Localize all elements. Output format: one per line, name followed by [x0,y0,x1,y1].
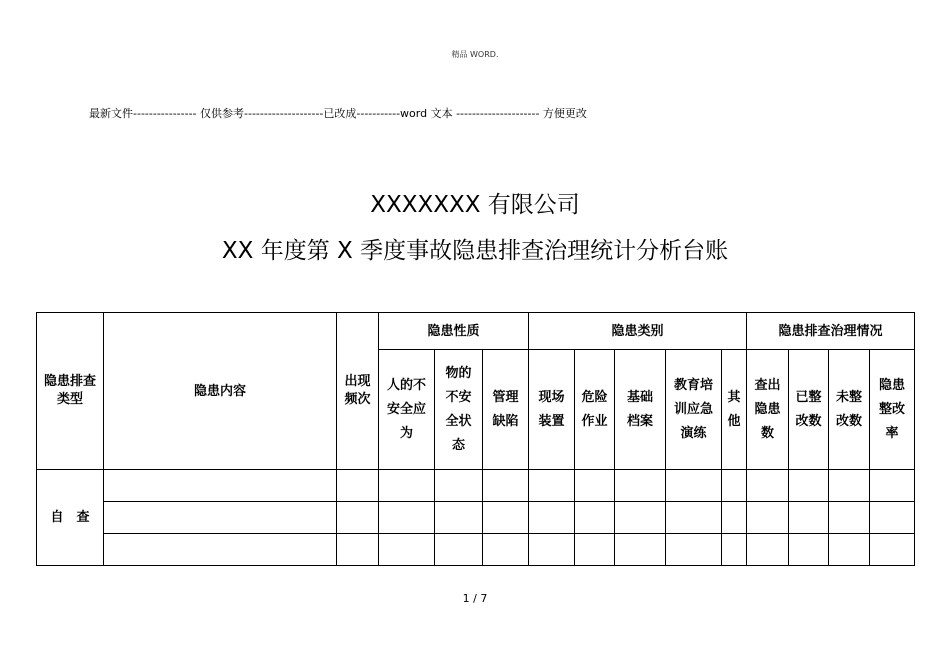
table-cell[interactable] [789,534,829,566]
table-cell[interactable] [529,502,575,534]
table-cell[interactable] [483,502,529,534]
table-cell[interactable] [722,502,747,534]
table-cell[interactable] [789,470,829,502]
table-cell[interactable] [337,470,379,502]
table-cell[interactable] [337,502,379,534]
group-header-nature: 隐患性质 [379,313,529,350]
table-cell[interactable] [722,534,747,566]
table-row [37,502,915,534]
hazard-ledger-table [36,312,915,566]
col-header-nature: 人的不安全应为 [379,350,435,470]
table-cell[interactable] [615,502,666,534]
col-header-status: 查出隐患数 [747,350,789,470]
table-cell[interactable] [337,534,379,566]
col-header-category: 现场装置 [529,350,575,470]
col-header-frequency: 出现频次 [337,313,379,470]
col-header-category: 基础档案 [615,350,666,470]
col-header-category: 教育培训应急演练 [666,350,722,470]
table-cell[interactable] [104,470,337,502]
col-header-nature: 物的不安全状态 [435,350,483,470]
table-cell[interactable] [666,502,722,534]
col-header-type: 隐患排查类型 [37,313,104,470]
table-cell[interactable] [870,470,915,502]
table-cell[interactable] [747,534,789,566]
col-header-status: 已整改数 [789,350,829,470]
table-cell[interactable] [379,534,435,566]
header-mark: 精品 WORD. [451,50,499,59]
table-cell[interactable] [829,534,870,566]
col-header-nature: 管理缺陷 [483,350,529,470]
row-label-self-check: 自 查 [37,470,104,566]
table-cell[interactable] [435,534,483,566]
table-cell[interactable] [666,534,722,566]
col-header-category: 危险作业 [575,350,615,470]
table-cell[interactable] [870,534,915,566]
table-cell[interactable] [829,502,870,534]
company-title: XXXXXXX 有限公司 [370,192,580,218]
col-header-category: 其他 [722,350,747,470]
table-cell[interactable] [747,502,789,534]
table-cell[interactable] [870,502,915,534]
table-cell[interactable] [789,502,829,534]
group-header-status: 隐患排查治理情况 [747,313,915,350]
table-cell[interactable] [829,470,870,502]
table-cell[interactable] [615,470,666,502]
document-title: XX 年度第 X 季度事故隐患排查治理统计分析台账 [221,238,729,264]
table-row [37,470,915,502]
table-cell[interactable] [575,534,615,566]
table-cell[interactable] [483,534,529,566]
group-header-category: 隐患类别 [529,313,747,350]
page-number: 1 / 7 [462,592,488,605]
table-cell[interactable] [575,502,615,534]
table-cell[interactable] [722,470,747,502]
table-cell[interactable] [104,502,337,534]
table-cell[interactable] [435,470,483,502]
table-cell[interactable] [747,470,789,502]
table-cell[interactable] [483,470,529,502]
table-cell[interactable] [615,534,666,566]
edit-note: 最新文件---------------- 仅供参考--------------------已改成-----------word 文本 --------------------- 方便更改 [89,107,587,120]
table-cell[interactable] [435,502,483,534]
table-cell[interactable] [379,470,435,502]
table-cell[interactable] [379,502,435,534]
table-cell[interactable] [575,470,615,502]
col-header-status: 未整改数 [829,350,870,470]
col-header-content: 隐患内容 [104,313,337,470]
table-cell[interactable] [529,534,575,566]
table-row [37,534,915,566]
table-cell[interactable] [666,470,722,502]
table-cell[interactable] [529,470,575,502]
col-header-status: 隐患整改率 [870,350,915,470]
table-cell[interactable] [104,534,337,566]
